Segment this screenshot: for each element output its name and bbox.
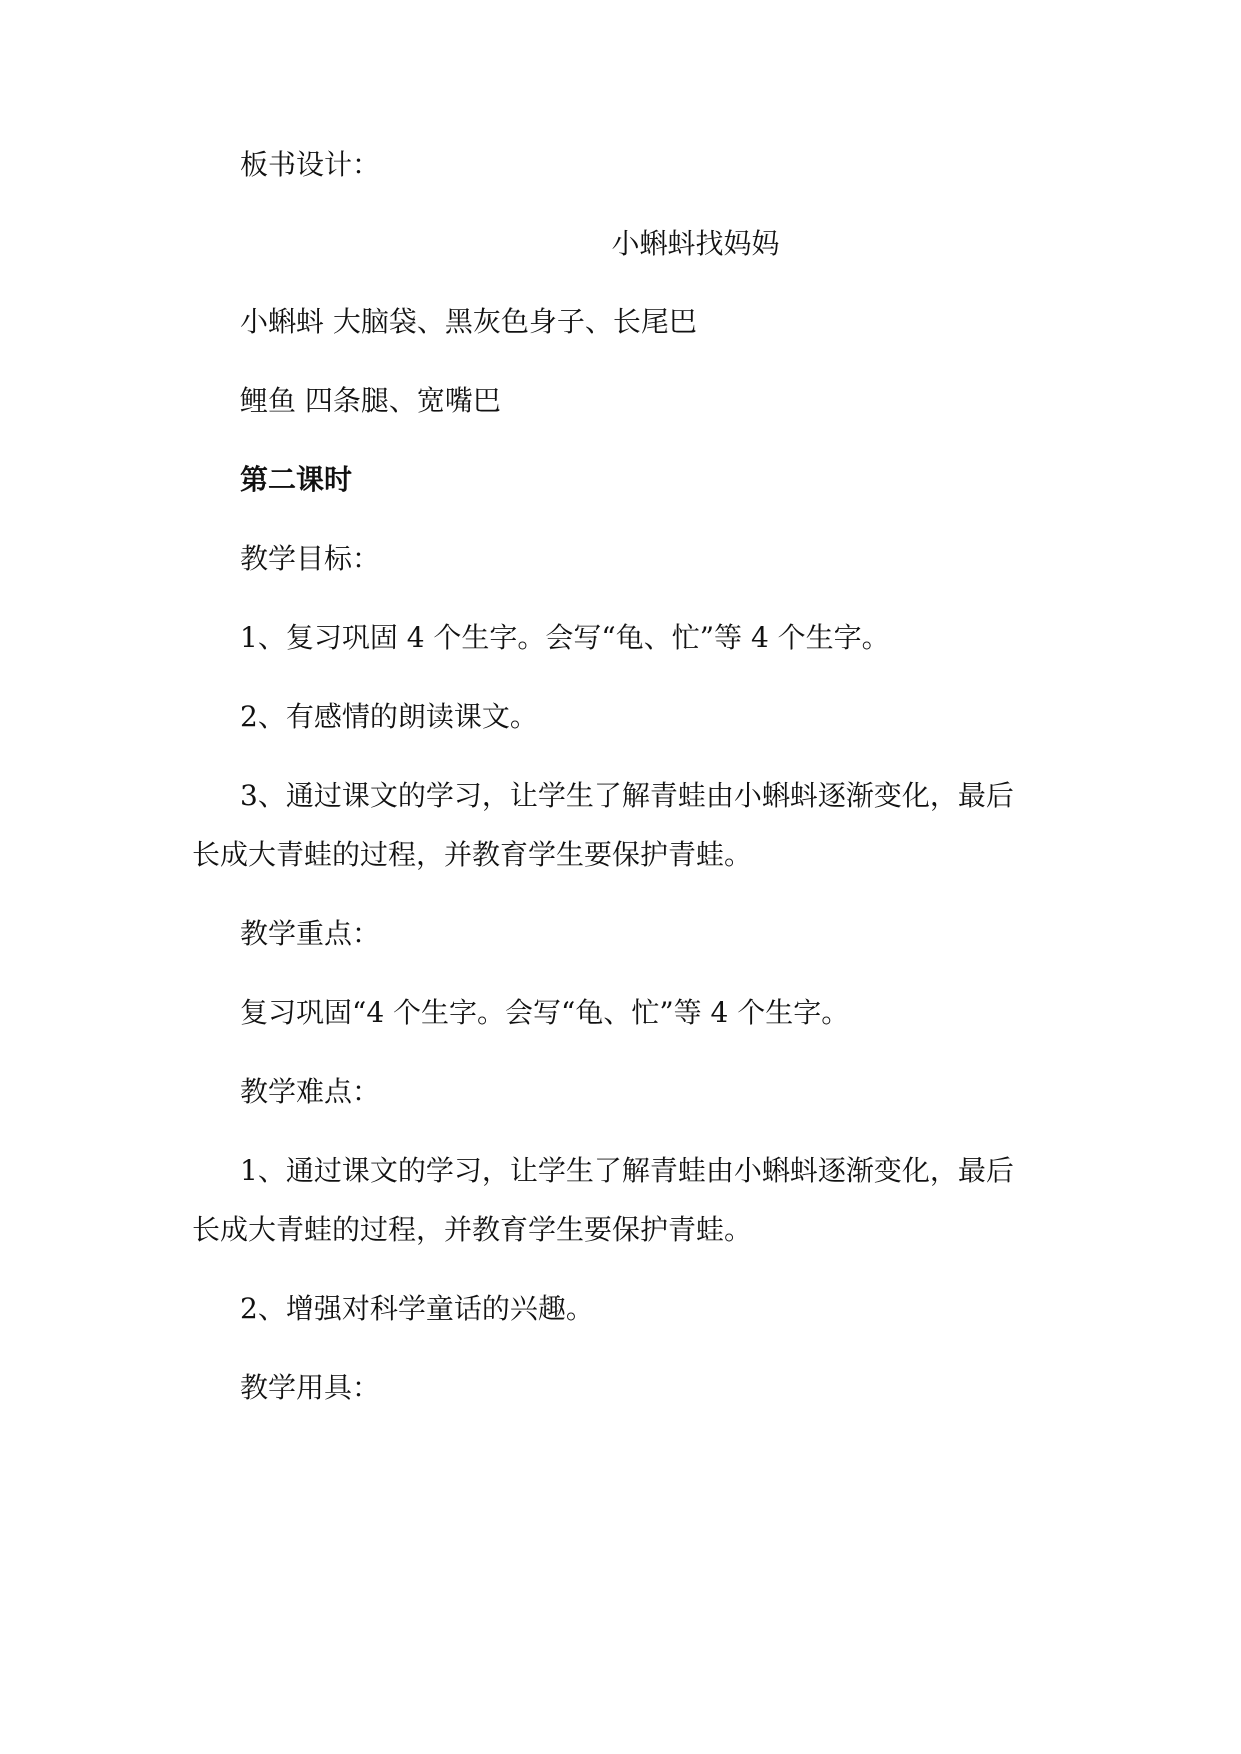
objective-item-1: 1、复习巩固 4 个生字。会写“龟、忙”等 4 个生字。	[240, 621, 890, 654]
board-line-tadpole: 小蝌蚪 大脑袋、黑灰色身子、长尾巴	[240, 305, 697, 338]
second-lesson-heading: 第二课时	[240, 463, 353, 496]
difficulty-item-2: 2、增强对科学童话的兴趣。	[240, 1292, 594, 1325]
difficulty-item-1-line-1: 1、通过课文的学习，让学生了解青蛙由小蝌蚪逐渐变化，最后	[240, 1154, 1014, 1187]
difficulties-heading: 教学难点：	[240, 1075, 381, 1108]
board-title: 小蝌蚪找妈妈	[611, 227, 780, 260]
objective-item-2: 2、有感情的朗读课文。	[240, 700, 538, 733]
key-points-heading: 教学重点：	[240, 917, 381, 950]
difficulty-item-1-line-2: 长成大青蛙的过程，并教育学生要保护青蛙。	[192, 1213, 753, 1246]
objective-item-3-line-1: 3、通过课文的学习，让学生了解青蛙由小蝌蚪逐渐变化，最后	[240, 779, 1014, 812]
board-line-carp: 鲤鱼 四条腿、宽嘴巴	[240, 384, 501, 417]
key-point-item-1: 复习巩固“4 个生字。会写“龟、忙”等 4 个生字。	[240, 996, 850, 1029]
tools-heading: 教学用具：	[240, 1371, 381, 1404]
objectives-heading: 教学目标：	[240, 542, 381, 575]
objective-item-3-line-2: 长成大青蛙的过程，并教育学生要保护青蛙。	[192, 838, 753, 871]
board-design-heading: 板书设计：	[240, 148, 381, 181]
